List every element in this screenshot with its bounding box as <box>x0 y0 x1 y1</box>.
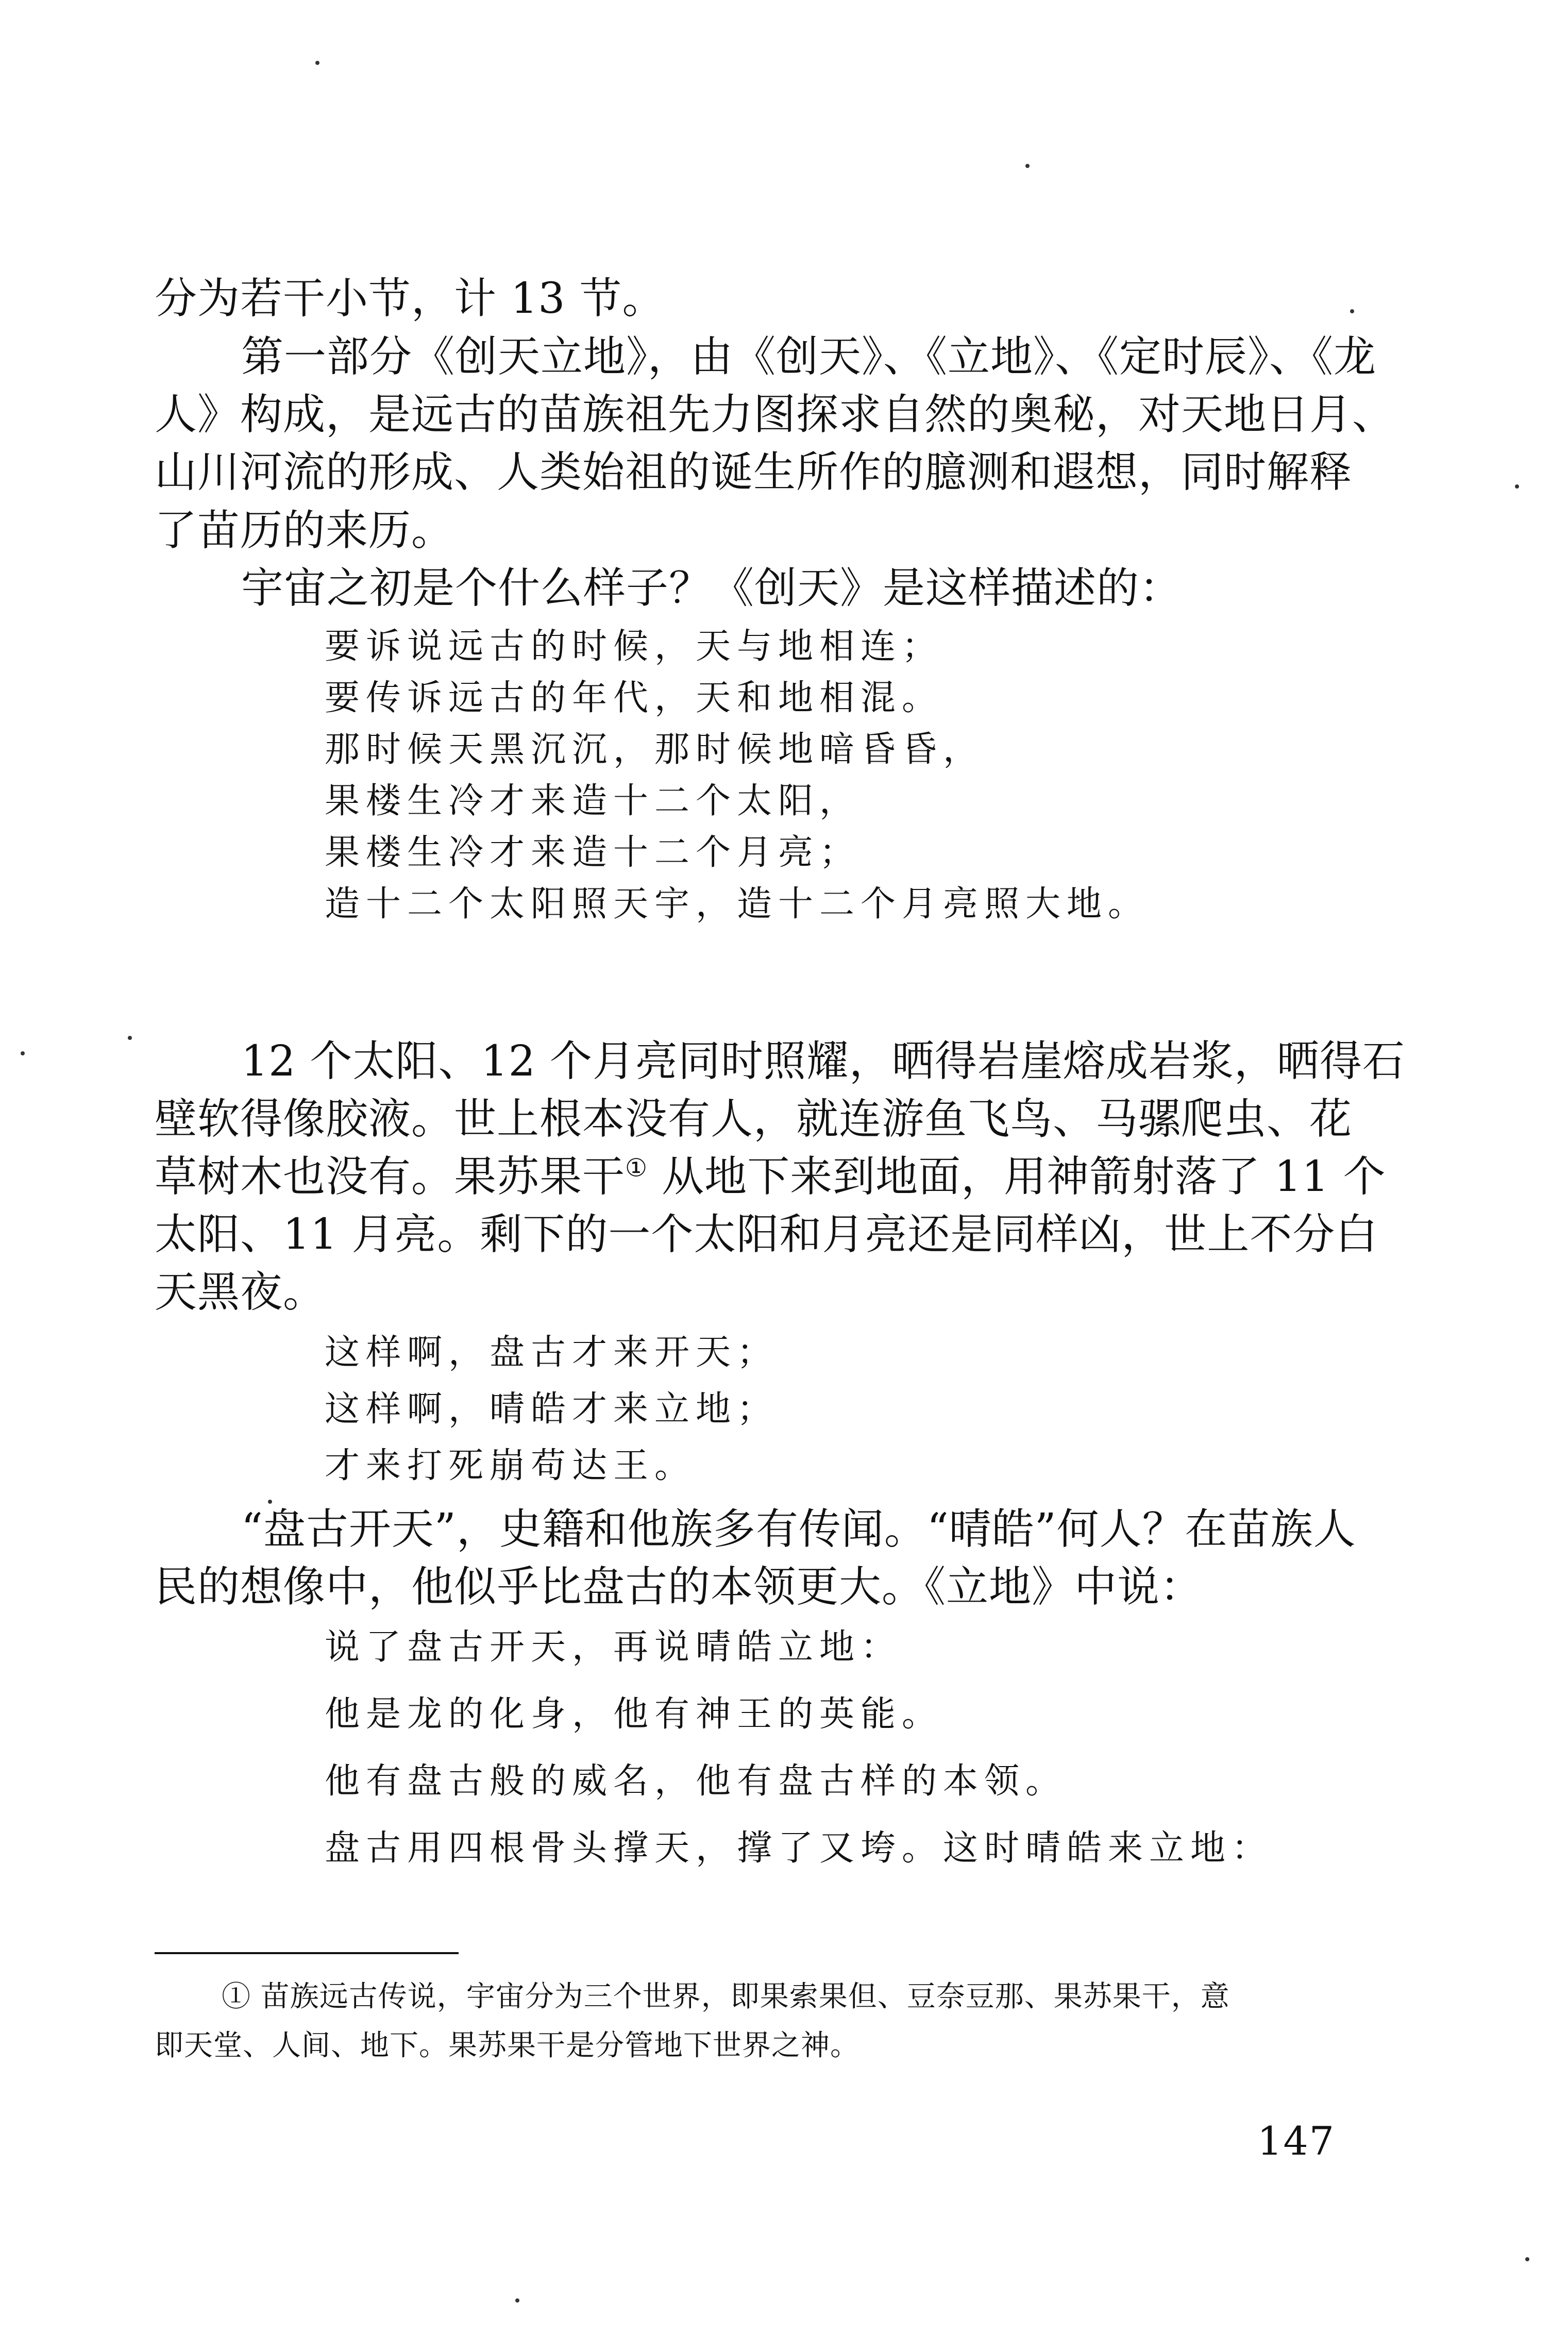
scan-speck <box>1515 484 1519 489</box>
body-line-03: 人》构成，是远古的苗族祖先力图探求自然的奥秘，对天地日月、 <box>155 390 1395 439</box>
body-line-07: 12 个太阳、12 个月亮同时照耀，晒得岩崖熔成岩浆，晒得石 <box>241 1037 1405 1086</box>
scan-speck <box>1350 309 1354 313</box>
verse-line-11: 他是龙的化身，他有神王的英能。 <box>325 1694 943 1735</box>
verse-line-09: 才来打死崩苟达王。 <box>325 1446 696 1486</box>
body-line-12: “盘古开天”，史籍和他族多有传闻。“晴皓”何人？在苗族人 <box>241 1505 1356 1554</box>
body-line-09 <box>155 1151 1386 1203</box>
verse-line-03: 那时候天黑沉沉，那时候地暗昏昏， <box>325 729 985 770</box>
verse-line-05: 果楼生冷才来造十二个月亮； <box>325 832 861 873</box>
body-line-09-part-a: 草树木也没有。果苏果干 <box>155 1152 626 1201</box>
footnote-line-1: ① 苗族远古传说，宇宙分为三个世界，即果索果但、豆奈豆那、果苏果干，意 <box>222 1980 1230 2013</box>
verse-line-08: 这样啊，晴皓才来立地； <box>325 1389 779 1430</box>
body-line-11: 天黑夜。 <box>155 1268 326 1317</box>
body-line-02: 第一部分《创天立地》，由《创天》、《立地》、《定时辰》、《龙 <box>241 332 1377 381</box>
footnote-separator <box>155 1952 459 1954</box>
scan-speck <box>21 1051 25 1055</box>
body-line-10: 太阳、11 月亮。剩下的一个太阳和月亮还是同样凶，世上不分白 <box>155 1210 1378 1259</box>
scan-speck <box>128 1036 132 1040</box>
footnote-line-2: 即天堂、人间、地下。果苏果干是分管地下世界之神。 <box>155 2029 859 2062</box>
body-line-08: 壁软得像胶液。世上根本没有人，就连游鱼飞鸟、马骡爬虫、花 <box>155 1095 1353 1144</box>
body-line-13: 民的想像中，他似乎比盘古的本领更大。《立地》中说： <box>155 1563 1203 1611</box>
verse-line-13: 盘古用四根骨头撑天，撑了又垮。这时晴皓来立地： <box>325 1828 1273 1869</box>
footnote-reference-mark: ① <box>625 1153 648 1183</box>
scan-speck <box>1525 2257 1529 2261</box>
body-line-04: 山川河流的形成、人类始祖的诞生所作的臆测和遐想，同时解释 <box>155 448 1353 497</box>
scan-speck <box>315 61 319 65</box>
page-number: 147 <box>1257 2118 1336 2164</box>
verse-line-07: 这样啊，盘古才来开天； <box>325 1332 779 1373</box>
scan-speck <box>268 1500 272 1504</box>
scan-speck <box>1025 164 1030 168</box>
body-line-09-part-b: 从地下来到地面，用神箭射落了 11 个 <box>648 1152 1386 1201</box>
body-line-01: 分为若干小节，计 13 节。 <box>155 274 665 323</box>
verse-line-04: 果楼生冷才来造十二个太阳， <box>325 781 861 821</box>
body-line-05: 了苗历的来历。 <box>155 506 454 555</box>
verse-line-02: 要传诉远古的年代，天和地相混。 <box>325 678 943 718</box>
verse-line-12: 他有盘古般的威名，他有盘古样的本领。 <box>325 1761 1067 1802</box>
verse-line-10: 说了盘古开天，再说晴皓立地： <box>325 1627 902 1668</box>
body-line-06: 宇宙之初是个什么样子？《创天》是这样描述的： <box>241 564 1183 613</box>
verse-line-01: 要诉说远古的时候，天与地相连； <box>325 626 943 667</box>
scan-speck <box>515 2298 519 2303</box>
verse-line-06: 造十二个太阳照天宇，造十二个月亮照大地。 <box>325 884 1150 925</box>
